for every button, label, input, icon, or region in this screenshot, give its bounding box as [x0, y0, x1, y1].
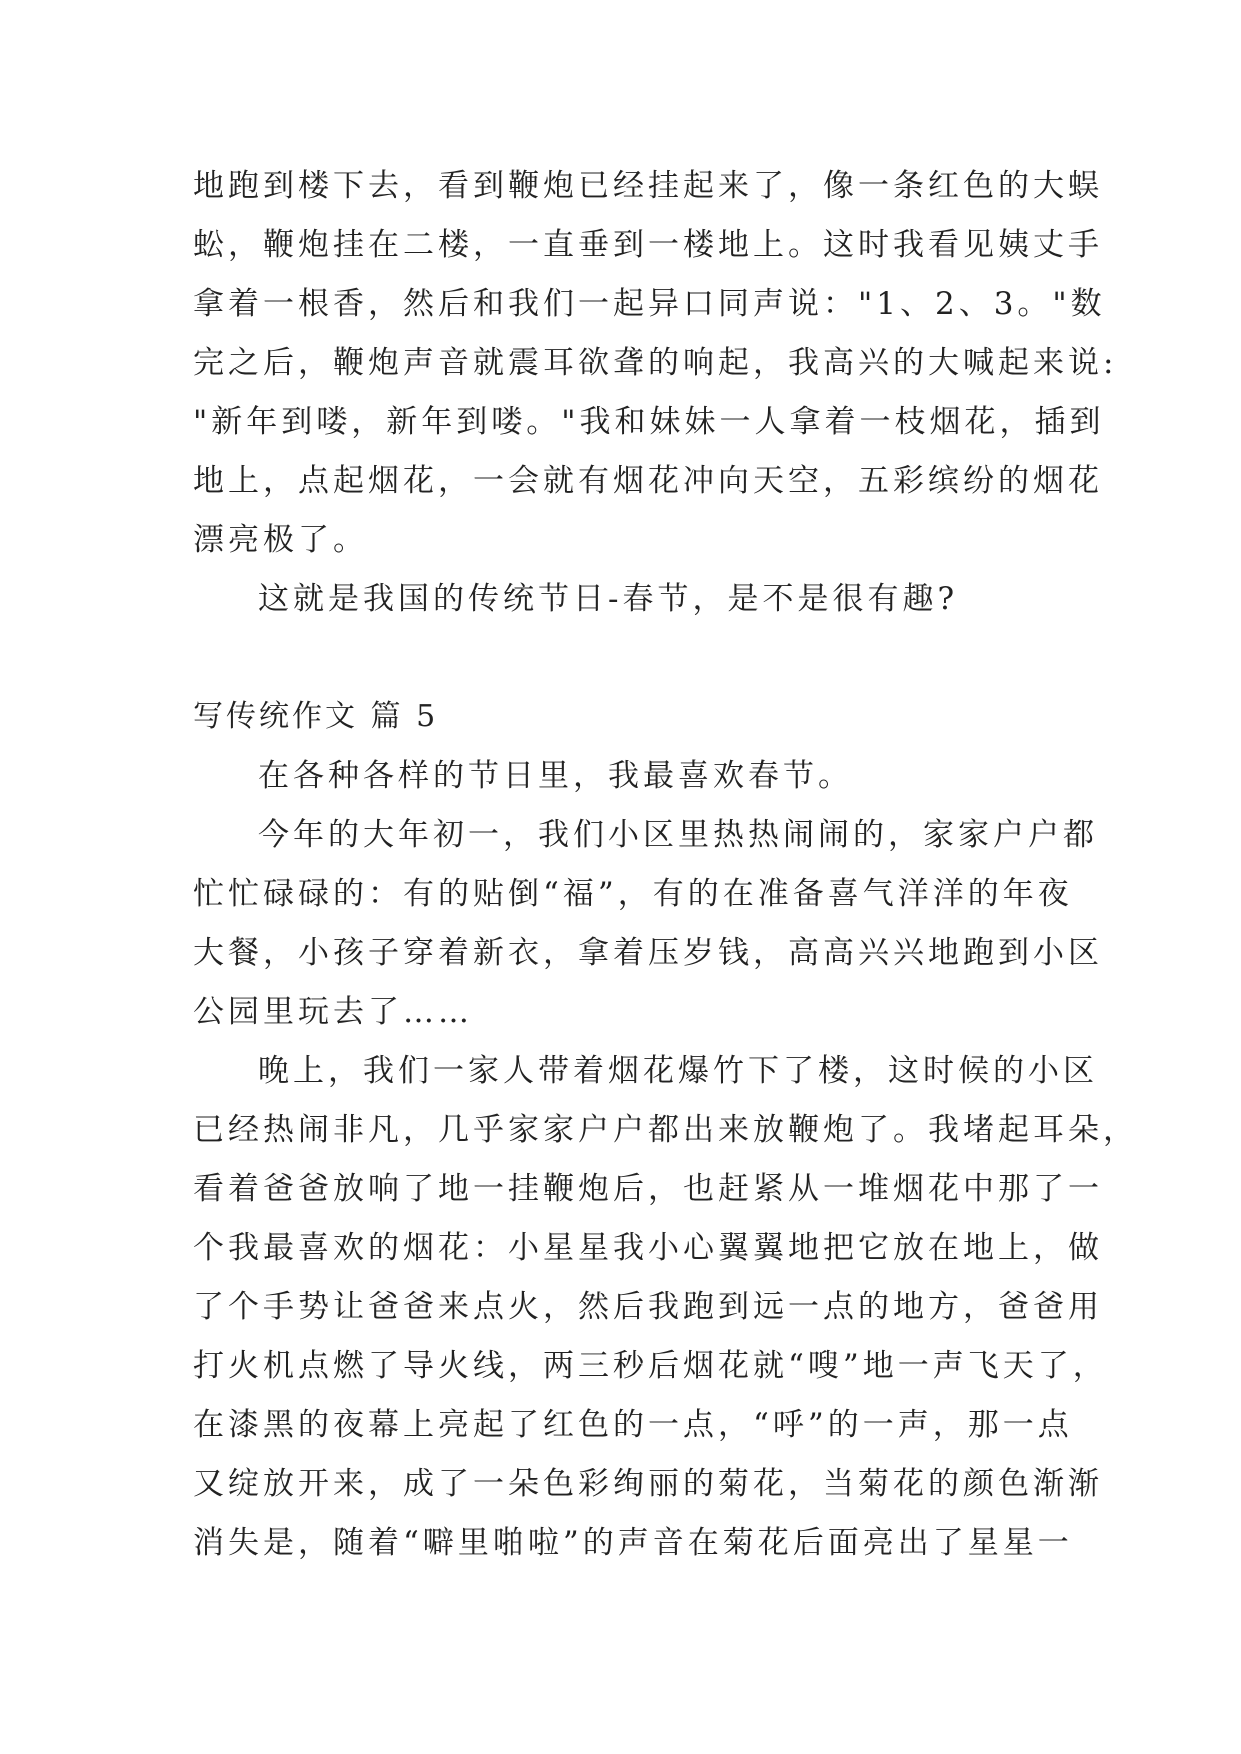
text-line: 漂亮极了。 — [193, 522, 368, 558]
text-line: 拿着一根香，然后和我们一起异口同声说："1、2、3。"数 — [193, 286, 1106, 322]
text-line: 又绽放开来，成了一朵色彩绚丽的菊花，当菊花的颜色渐渐 — [193, 1466, 1103, 1502]
text-line: "新年到喽，新年到喽。"我和妹妹一人拿着一枝烟花，插到 — [193, 404, 1105, 440]
text-line: 今年的大年初一，我们小区里热热闹闹的，家家户户都 — [258, 817, 1098, 853]
text-line: 消失是，随着“噼里啪啦”的声音在菊花后面亮出了星星一 — [193, 1525, 1073, 1561]
text-line: 已经热闹非凡，几乎家家户户都出来放鞭炮了。我堵起耳朵， — [193, 1112, 1138, 1148]
text-line: 看着爸爸放响了地一挂鞭炮后，也赶紧从一堆烟花中那了一 — [193, 1171, 1103, 1207]
text-line: 在各种各样的节日里，我最喜欢春节。 — [258, 758, 853, 794]
text-line: 个我最喜欢的烟花：小星星我小心翼翼地把它放在地上，做 — [193, 1230, 1103, 1266]
text-line: 地跑到楼下去，看到鞭炮已经挂起来了，像一条红色的大蜈 — [193, 168, 1103, 204]
text-line: 这就是我国的传统节日-春节，是不是很有趣? — [258, 581, 959, 617]
text-line: 忙忙碌碌的：有的贴倒“福”，有的在准备喜气洋洋的年夜 — [193, 876, 1073, 912]
text-line: 打火机点燃了导火线，两三秒后烟花就“嗖”地一声飞天了， — [193, 1348, 1108, 1384]
text-line: 在漆黑的夜幕上亮起了红色的一点，“呼”的一声，那一点 — [193, 1407, 1073, 1443]
text-line: 完之后，鞭炮声音就震耳欲聋的响起，我高兴的大喊起来说: — [193, 345, 1118, 381]
text-line: 晚上，我们一家人带着烟花爆竹下了楼，这时候的小区 — [258, 1053, 1098, 1089]
text-line: 大餐，小孩子穿着新衣，拿着压岁钱，高高兴兴地跑到小区 — [193, 935, 1103, 971]
text-line: 蚣，鞭炮挂在二楼，一直垂到一楼地上。这时我看见姨丈手 — [193, 227, 1103, 263]
text-line: 公园里玩去了…… — [193, 994, 473, 1030]
section-heading: 写传统作文 篇 5 — [193, 699, 439, 734]
text-line: 地上，点起烟花，一会就有烟花冲向天空，五彩缤纷的烟花 — [193, 463, 1103, 499]
text-line: 了个手势让爸爸来点火，然后我跑到远一点的地方，爸爸用 — [193, 1289, 1103, 1325]
